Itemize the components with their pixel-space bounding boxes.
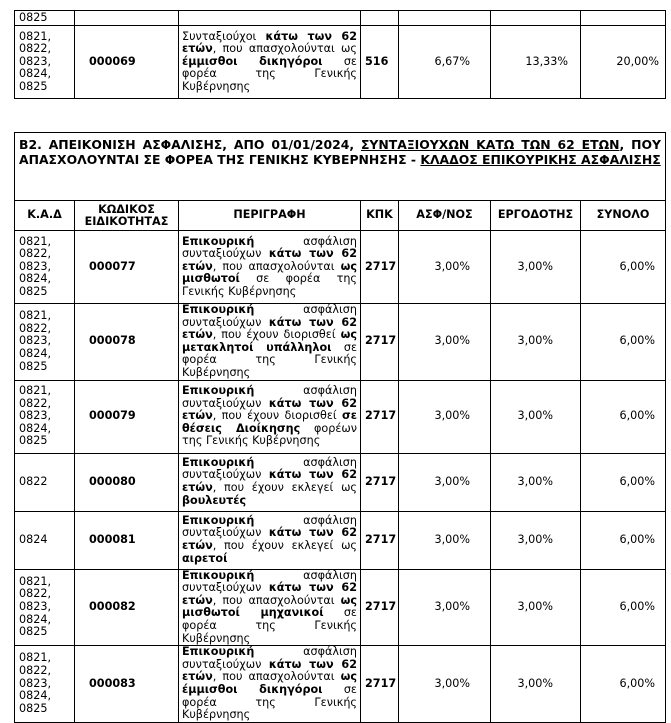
description-cell: Επικουρική ασφάλιση συνταξιούχων κάτω των 62 ετών, που έχουν εκλεγεί ως αιρετοί bbox=[179, 511, 361, 569]
insured-rate-cell: 3,00% bbox=[399, 453, 491, 511]
table-row bbox=[15, 231, 666, 304]
kad-cell: 0822 bbox=[15, 453, 75, 511]
insured-rate-cell: 3,00% bbox=[399, 646, 491, 723]
table-row bbox=[15, 511, 666, 569]
kad-cell: 0821, 0822, 0823, 0824, 0825 bbox=[15, 380, 75, 453]
total-rate-cell: 6,00% bbox=[581, 231, 666, 304]
header-kad: Κ.Α.Δ bbox=[15, 201, 75, 231]
table-row bbox=[15, 11, 666, 26]
insured-rate-cell: 3,00% bbox=[399, 304, 491, 381]
code-cell: 000079 bbox=[75, 380, 179, 453]
total-rate-cell: 6,00% bbox=[581, 511, 666, 569]
code-cell: 000078 bbox=[75, 304, 179, 381]
kpk-cell: 2717 bbox=[361, 646, 399, 723]
description-cell: Επικουρική ασφάλιση συνταξιούχων κάτω των 62 ετών, που απασχολούνται ως μισθωτοί σε φορέα της Γενικής Κυβέρνησης bbox=[179, 231, 361, 304]
kpk-cell: 2717 bbox=[361, 231, 399, 304]
code-cell: 000083 bbox=[75, 646, 179, 723]
kad-cell: 0821, 0822, 0823, 0824, 0825 bbox=[15, 646, 75, 723]
kpk-cell: 2717 bbox=[361, 569, 399, 646]
kpk-cell: 516 bbox=[361, 26, 399, 99]
section-b2-table bbox=[14, 132, 666, 723]
insured-rate-cell: 3,00% bbox=[399, 231, 491, 304]
kpk-cell: 2717 bbox=[361, 304, 399, 381]
employer-rate-cell: 13,33% bbox=[491, 26, 581, 99]
code-cell: 000082 bbox=[75, 569, 179, 646]
employer-rate-cell: 3,00% bbox=[491, 646, 581, 723]
kad-cell: 0821, 0822, 0823, 0824, 0825 bbox=[15, 569, 75, 646]
kad-cell: 0825 bbox=[15, 11, 75, 26]
table-row bbox=[15, 26, 666, 99]
insured-rate-cell: 3,00% bbox=[399, 511, 491, 569]
section-title: Β2. ΑΠΕΙΚΟΝΙΣΗ ΑΣΦΑΛΙΣΗΣ, ΑΠΟ 01/01/2024, ΣΥΝΤΑΞΙΟΥΧΩΝ ΚΑΤΩ ΤΩΝ 62 ΕΤΩΝ, ΠΟΥ ΑΠΑΣΧΟΛΟΥΝΤΑΙ ΣΕ ΦΟΡΕΑ ΤΗΣ ΓΕΝΙΚΗΣ ΚΥΒΕΡΝΗΣΗΣ - ΚΛΑΔΟΣ ΕΠΙΚΟΥΡΙΚΗΣ ΑΣΦΑΛΙΣΗΣ bbox=[15, 133, 666, 201]
employer-rate-cell: 3,00% bbox=[491, 511, 581, 569]
total-rate-cell: 6,00% bbox=[581, 569, 666, 646]
total-rate-cell: 6,00% bbox=[581, 380, 666, 453]
kad-cell: 0821, 0822, 0823, 0824, 0825 bbox=[15, 304, 75, 381]
insured-rate-cell: 3,00% bbox=[399, 380, 491, 453]
total-rate-cell: 20,00% bbox=[581, 26, 666, 99]
header-asf: ΑΣΦ/ΝΟΣ bbox=[399, 201, 491, 231]
description-cell: Επικουρική ασφάλιση συνταξιούχων κάτω των 62 ετών, που έχουν εκλεγεί ως βουλευτές bbox=[179, 453, 361, 511]
kpk-cell: 2717 bbox=[361, 453, 399, 511]
header-code: ΚΩΔΙΚΟΣ ΕΙΔΙΚΟΤΗΤΑΣ bbox=[75, 201, 179, 231]
employer-rate-cell: 3,00% bbox=[491, 380, 581, 453]
code-cell: 000080 bbox=[75, 453, 179, 511]
total-rate-cell: 6,00% bbox=[581, 646, 666, 723]
employer-rate-cell: 3,00% bbox=[491, 453, 581, 511]
table-row bbox=[15, 304, 666, 381]
description-cell: Συνταξιούχοι κάτω των 62 ετών, που απασχολούνται ως έμμισθοι δικηγόροι σε φορέα της Γενικής Κυβέρνησης bbox=[179, 26, 361, 99]
kpk-cell: 2717 bbox=[361, 511, 399, 569]
table-row bbox=[15, 453, 666, 511]
kad-cell: 0824 bbox=[15, 511, 75, 569]
table-row bbox=[15, 569, 666, 646]
header-row bbox=[15, 201, 666, 231]
total-rate-cell: 6,00% bbox=[581, 453, 666, 511]
description-cell: Επικουρική ασφάλιση συνταξιούχων κάτω των 62 ετών, που απασχολούνται ως έμμισθοι δικηγόροι σε φορέα της Γενικής Κυβέρνησης bbox=[179, 646, 361, 723]
top-table bbox=[14, 10, 666, 99]
employer-rate-cell: 3,00% bbox=[491, 231, 581, 304]
table-row bbox=[15, 646, 666, 723]
kad-cell: 0821, 0822, 0823, 0824, 0825 bbox=[15, 231, 75, 304]
total-rate-cell: 6,00% bbox=[581, 304, 666, 381]
table-row bbox=[15, 380, 666, 453]
header-employer: ΕΡΓΟΔΟΤΗΣ bbox=[491, 201, 581, 231]
header-total: ΣΥΝΟΛΟ bbox=[581, 201, 666, 231]
employer-rate-cell: 3,00% bbox=[491, 569, 581, 646]
code-cell: 000081 bbox=[75, 511, 179, 569]
employer-rate-cell: 3,00% bbox=[491, 304, 581, 381]
kad-cell: 0821, 0822, 0823, 0824, 0825 bbox=[15, 26, 75, 99]
description-cell: Επικουρική ασφάλιση συνταξιούχων κάτω των 62 ετών, που έχουν διορισθεί σε θέσεις Διοίκησης φορέων της Γενικής Κυβέρνησης bbox=[179, 380, 361, 453]
header-description: ΠΕΡΙΓΡΑΦΗ bbox=[179, 201, 361, 231]
insured-rate-cell: 6,67% bbox=[399, 26, 491, 99]
kpk-cell: 2717 bbox=[361, 380, 399, 453]
header-kpk: ΚΠΚ bbox=[361, 201, 399, 231]
code-cell: 000069 bbox=[75, 26, 179, 99]
description-cell: Επικουρική ασφάλιση συνταξιούχων κάτω των 62 ετών, που έχουν διορισθεί ως μετακλητοί υπάλληλοι σε φορέα της Γενικής Κυβέρνησης bbox=[179, 304, 361, 381]
insured-rate-cell: 3,00% bbox=[399, 569, 491, 646]
code-cell: 000077 bbox=[75, 231, 179, 304]
description-cell: Επικουρική ασφάλιση συνταξιούχων κάτω των 62 ετών, που απασχολούνται ως μισθωτοί μηχανικοί σε φορέα της Γενικής Κυβέρνησης bbox=[179, 569, 361, 646]
